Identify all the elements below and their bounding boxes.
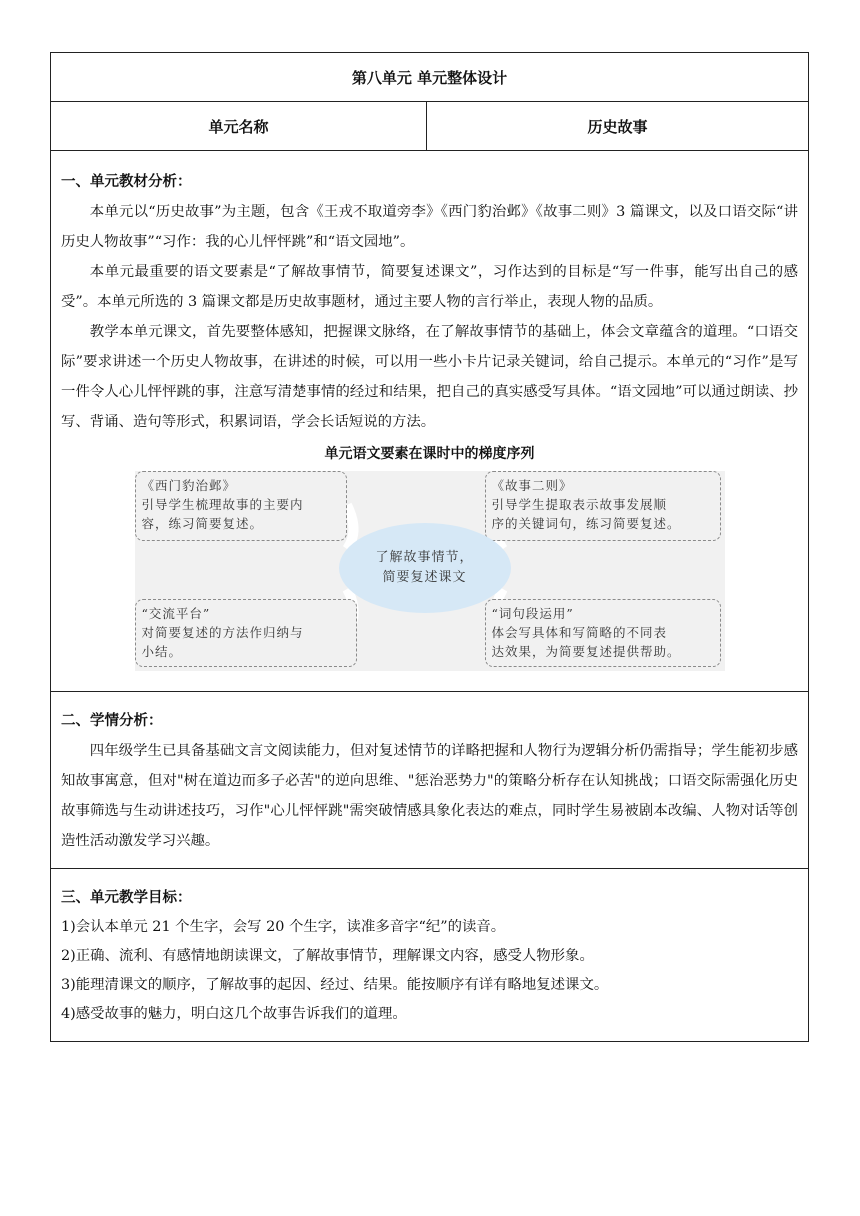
section1-paragraph-2: 本单元最重要的语文要素是“了解故事情节，简要复述课文”，习作达到的目标是“写一件事，能写出自己的感受”。本单元所选的 3 篇课文都是历史故事题材，通过主要人物的言行举止，表现人物的品质。 — [61, 264, 798, 310]
box-exchange-platform — [135, 599, 357, 667]
goal-item-4: 4)感受故事的魅力，明白这几个故事告诉我们的道理。 — [61, 1006, 407, 1022]
unit-name-label-cell — [51, 102, 427, 150]
mind-map-diagram — [135, 471, 725, 671]
box-ximen-bao-line2: 容，练习简要复述。 — [141, 516, 264, 531]
box-two-stories-line1: 引导学生提取表示故事发展顺 — [491, 497, 668, 512]
section2-paragraph: 四年级学生已具备基础文言文阅读能力，但对复述情节的详略把握和人物行为逻辑分析仍需指导；学生能初步感知故事寓意，但对"树在道边而多子必苦"的逆向思维、"惩治恶势力"的策略分析存在认知挑战；口语交际需强化历史故事筛选与生动讲述技巧，习作"心儿怦怦跳"需突破情感具象化表达的难点，同时学生易被剧本改编、人物对话等创造性活动激发学习兴趣。 — [61, 743, 798, 849]
table-title: 第八单元 单元整体设计 — [351, 68, 508, 87]
box-two-stories-title: 《故事二则》 — [491, 478, 573, 493]
section2-heading: 二、学情分析： — [61, 713, 163, 729]
box-exchange-platform-line1: 对简要复述的方法作归纳与 — [141, 625, 304, 640]
box-ximen-bao — [135, 471, 347, 541]
unit-design-table — [50, 52, 809, 1042]
box-two-stories-line2: 序的关键词句，练习简要复述。 — [491, 516, 681, 531]
table-title-row — [50, 52, 809, 101]
unit-name-value: 历史故事 — [587, 117, 648, 136]
section-teaching-goals — [50, 868, 809, 1042]
box-sentence-usage-line1: 体会写具体和写简略的不同表 — [491, 625, 668, 640]
unit-name-row — [50, 101, 809, 150]
center-line2: 简要复述课文 — [382, 570, 467, 585]
box-sentence-usage-line2: 达效果，为简要复述提供帮助。 — [491, 644, 681, 659]
box-ximen-bao-line1: 引导学生梳理故事的主要内 — [141, 497, 304, 512]
center-ellipse — [339, 523, 511, 613]
section3-heading: 三、单元教学目标： — [61, 890, 192, 906]
diagram-title: 单元语文要素在课时中的梯度序列 — [324, 446, 535, 462]
box-sentence-usage — [485, 599, 721, 667]
section1-paragraph-3: 教学本单元课文，首先要整体感知，把握课文脉络，在了解故事情节的基础上，体会文章蕴含的道理。“口语交际”要求讲述一个历史人物故事，在讲述的时候，可以用一些小卡片记录关键词，给自己提示。本单元的“习作”是写一件令人心儿怦怦跳的事，注意写清楚事情的经过和结果，把自己的真实感受写具体。“语文园地”可以通过朗读、抄写、背诵、造句等形式，积累词语，学会长话短说的方法。 — [61, 324, 798, 430]
box-exchange-platform-title: “交流平台” — [141, 606, 211, 621]
section-student-analysis — [50, 691, 809, 868]
section1-paragraph-1: 本单元以“历史故事”为主题，包含《王戎不取道旁李》《西门豹治邺》《故事二则》3 篇课文，以及口语交际“讲历史人物故事”“习作：我的心儿怦怦跳”和“语文园地”。 — [61, 204, 798, 250]
unit-name-value-cell — [427, 102, 808, 150]
goal-item-2: 2)正确、流利、有感情地朗读课文，了解故事情节，理解课文内容，感受人物形象。 — [61, 948, 594, 964]
goal-item-3: 3)能理清课文的顺序，了解故事的起因、经过、结果。能按顺序有详有略地复述课文。 — [61, 977, 609, 993]
unit-name-label: 单元名称 — [208, 117, 269, 136]
box-exchange-platform-line2: 小结。 — [141, 644, 183, 659]
section-textbook-analysis — [50, 150, 809, 691]
goal-item-1: 1)会认本单元 21 个生字，会写 20 个生字，读准多音字“纪”的读音。 — [61, 919, 506, 935]
box-sentence-usage-title: “词句段运用” — [491, 606, 574, 621]
box-two-stories — [485, 471, 721, 541]
center-line1: 了解故事情节， — [375, 550, 474, 565]
box-ximen-bao-title: 《西门豹治邺》 — [141, 478, 237, 493]
section1-heading: 一、单元教材分析： — [61, 174, 192, 190]
